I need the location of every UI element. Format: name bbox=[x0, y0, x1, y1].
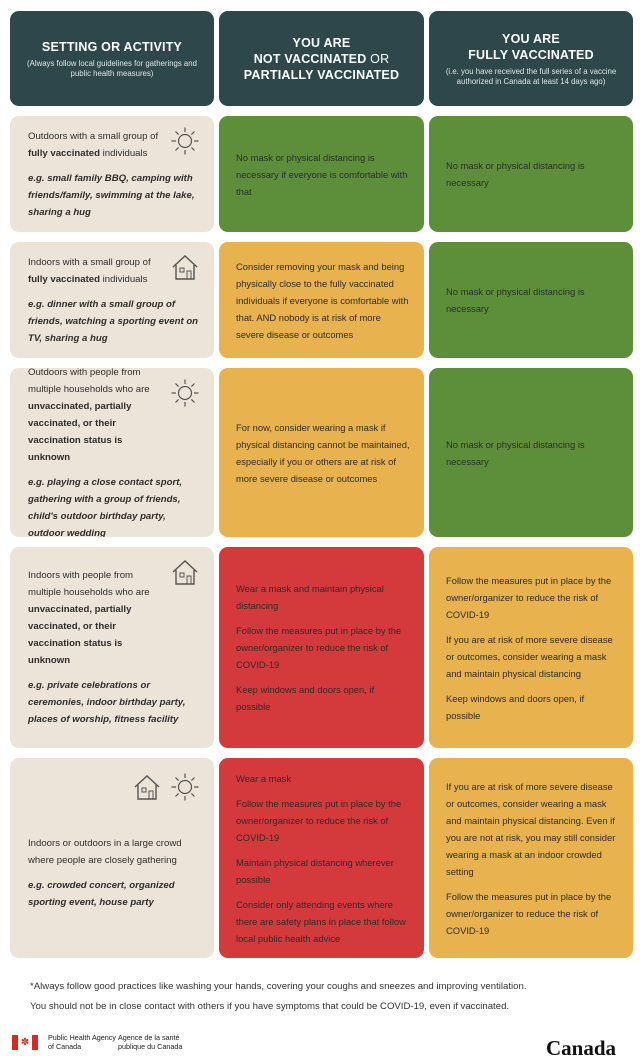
guidance-text: No mask or physical distancing is necessary bbox=[446, 286, 585, 314]
guidance-text: Follow the measures put in place by the owner/organizer to reduce the risk of COVID-19 bbox=[236, 625, 402, 670]
table-body bbox=[10, 116, 633, 958]
logo-french: Agence de la santé publique du Canada bbox=[118, 1033, 183, 1051]
fully-vaccinated-guidance bbox=[429, 242, 633, 358]
setting-cell bbox=[10, 368, 214, 537]
header-or-label: OR bbox=[370, 51, 390, 66]
guidance-text: For now, consider wearing a mask if physical distancing cannot be maintained, especially if you or others are at risk of more severe disease or outcomes bbox=[236, 421, 410, 484]
setting-icons bbox=[170, 126, 200, 162]
header-not-vaccinated-line3: PARTIALLY VACCINATED bbox=[243, 67, 400, 82]
guidance-text: Follow the measures put in place by the owner/organizer to reduce the risk of COVID-19 bbox=[446, 574, 612, 620]
sun-icon bbox=[170, 378, 200, 414]
header-not-vaccinated bbox=[219, 11, 424, 106]
not-vaccinated-guidance bbox=[219, 368, 424, 537]
setting-cell bbox=[10, 242, 214, 358]
guidance-text: No mask or physical distancing is necessary if everyone is comfortable with that bbox=[236, 151, 408, 197]
canada-wordmark: Canada bbox=[546, 1036, 617, 1060]
footer-line1: *Always follow good practices like washing your hands, covering your coughs and sneezes and improving ventilation. bbox=[30, 981, 527, 992]
table-row bbox=[10, 547, 633, 748]
header-not-vaccinated-line1: YOU ARE bbox=[292, 35, 351, 50]
setting-description-text: individuals bbox=[99, 273, 148, 285]
table-row bbox=[10, 758, 633, 958]
setting-example: e.g. dinner with a small group of friends, watching a sporting event on TV, sharing a hug bbox=[28, 298, 199, 344]
guidance-text: If you are at risk of more severe disease or outcomes, consider wearing a mask and maintain physical distancing bbox=[446, 633, 613, 679]
setting-description-emphasis: fully vaccinated bbox=[28, 273, 100, 285]
house-icon bbox=[132, 772, 162, 808]
guidance-text: Consider only attending events where there are safety plans in place that follow local public health advice bbox=[236, 898, 406, 944]
header-setting-subtitle: (Always follow local guidelines for gatherings and public health measures) bbox=[27, 59, 197, 78]
logo-english: Public Health Agency of Canada bbox=[48, 1033, 116, 1051]
table-row bbox=[10, 116, 633, 232]
footer-note bbox=[30, 977, 620, 1017]
setting-description-text: Outdoors with a small group of bbox=[28, 130, 159, 142]
house-icon bbox=[170, 252, 200, 288]
fully-vaccinated-guidance bbox=[429, 758, 633, 958]
not-vaccinated-guidance bbox=[219, 547, 424, 748]
fully-vaccinated-guidance bbox=[429, 116, 633, 232]
guidance-text: Follow the measures put in place by the owner/organizer to reduce the risk of COVID-19 bbox=[236, 797, 402, 843]
header-row bbox=[10, 11, 633, 106]
guidance-table bbox=[10, 11, 633, 968]
setting-example: e.g. private celebrations or ceremonies, indoor birthday party, places of worship, fitness facility bbox=[28, 680, 186, 725]
not-vaccinated-guidance bbox=[219, 116, 424, 232]
guidance-text: If you are at risk of more severe disease or outcomes, consider wearing a mask and maintain physical distancing. Even if you are not at risk, you may still consider wearing a mask at an indoor crowded setting bbox=[446, 780, 616, 877]
setting-description-text: individuals bbox=[99, 147, 148, 159]
header-fully-vaccinated bbox=[429, 11, 633, 106]
header-not-vaccinated-label: NOT VACCINATED bbox=[253, 51, 367, 66]
not-vaccinated-guidance bbox=[219, 758, 424, 958]
header-setting bbox=[10, 11, 214, 106]
setting-example: e.g. small family BBQ, camping with friends/family, swimming at the lake, sharing a hug bbox=[28, 172, 195, 218]
setting-description-emphasis: unvaccinated, partially vaccinated, or their vaccination status is unknown bbox=[28, 604, 132, 666]
setting-icons bbox=[170, 252, 200, 288]
setting-cell bbox=[10, 547, 214, 748]
setting-cell bbox=[10, 116, 214, 232]
setting-icons bbox=[170, 557, 200, 593]
setting-description-text: Indoors with people from multiple households who are bbox=[28, 570, 150, 598]
setting-cell bbox=[10, 758, 214, 958]
guidance-text: Wear a mask bbox=[236, 772, 292, 784]
guidance-text: Wear a mask and maintain physical distancing bbox=[236, 583, 384, 611]
setting-example: e.g. crowded concert, organized sporting event, house party bbox=[28, 880, 175, 908]
header-fully-vaccinated-subtitle: (i.e. you have received the full series of a vaccine authorized in Canada at least 14 days ago) bbox=[445, 67, 617, 86]
not-vaccinated-guidance bbox=[219, 242, 424, 358]
header-fully-vaccinated-line1: YOU ARE bbox=[502, 32, 560, 46]
setting-icons bbox=[132, 772, 200, 808]
guidance-text: Maintain physical distancing wherever possible bbox=[236, 856, 394, 885]
header-fully-vaccinated-line2: FULLY VACCINATED bbox=[468, 48, 594, 62]
setting-description-text: Outdoors with people from multiple households who are bbox=[28, 368, 150, 395]
guidance-text: No mask or physical distancing is necessary bbox=[446, 438, 585, 467]
guidance-text: Keep windows and doors open, if possible bbox=[446, 692, 585, 721]
table-row bbox=[10, 242, 633, 358]
header-setting-title: SETTING OR ACTIVITY bbox=[41, 40, 183, 54]
setting-description-text: Indoors or outdoors in a large crowd where people are closely gathering bbox=[28, 838, 182, 866]
footer-line2: You should not be in close contact with others if you have symptoms that could be COVID-19, even if vaccinated. bbox=[30, 1001, 510, 1012]
house-icon bbox=[170, 557, 200, 593]
setting-description-emphasis: unvaccinated, partially vaccinated, or their vaccination status is unknown bbox=[28, 400, 132, 463]
setting-description-text: Indoors with a small group of bbox=[28, 256, 151, 268]
setting-description bbox=[28, 835, 202, 869]
phac-logo bbox=[12, 1034, 188, 1051]
guidance-text: Consider removing your mask and being physically close to the fully vaccinated individuals if everyone is comfortable with that. AND nobody is at risk of more severe disease or outcomes bbox=[236, 260, 409, 340]
setting-example: e.g. playing a close contact sport, gathering with a group of friends, child's outdoor birthday party, outdoor wedding bbox=[28, 476, 183, 537]
header-not-vaccinated-line2 bbox=[254, 51, 390, 67]
setting-description-emphasis: fully vaccinated bbox=[28, 147, 100, 159]
guidance-text: Keep windows and doors open, if possible bbox=[236, 684, 375, 712]
guidance-text: Follow the measures put in place by the owner/organizer to reduce the risk of COVID-19 bbox=[446, 890, 612, 936]
setting-icons bbox=[170, 378, 200, 414]
sun-icon bbox=[170, 126, 200, 162]
sun-icon bbox=[170, 772, 200, 808]
fully-vaccinated-guidance bbox=[429, 368, 633, 537]
guidance-text: No mask or physical distancing is necessary bbox=[446, 160, 585, 188]
fully-vaccinated-guidance bbox=[429, 547, 633, 748]
table-row bbox=[10, 368, 633, 537]
canada-flag-icon: ✽ bbox=[12, 1035, 38, 1050]
